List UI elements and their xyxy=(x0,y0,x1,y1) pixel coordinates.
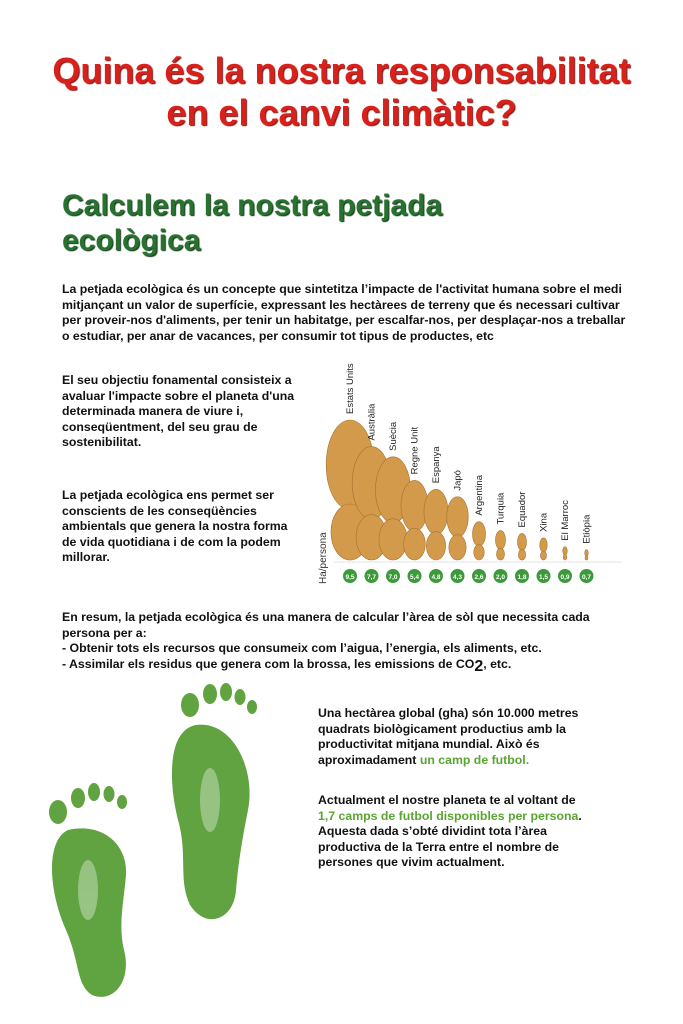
footprint-heel xyxy=(585,556,588,560)
value-label: 2,0 xyxy=(495,574,506,581)
planet-paragraph xyxy=(318,793,588,871)
summary-item-waste-text: - Assimilar els residus que genera com la brossa, les emissions de CO xyxy=(62,656,475,671)
category-label: Argentina xyxy=(474,475,485,516)
footprint-heel xyxy=(404,528,426,560)
category-label: Regne Unit xyxy=(409,426,421,475)
value-label: 1,5 xyxy=(538,574,549,581)
category-label: Xina xyxy=(538,512,550,532)
footprint-bar xyxy=(424,489,448,534)
footprint-heel xyxy=(563,555,567,560)
summary-intro: En resum, la petjada ecològica és una manera de calcular l’àrea de sòl que necessita cada persona per a: xyxy=(62,610,590,640)
page-title: Quina és la nostra responsabilitat en el canvi climàtic? xyxy=(52,50,631,133)
value-label: 4,8 xyxy=(431,574,441,581)
category-label: Japó xyxy=(452,470,464,491)
planet-text-end: . Aquesta dada s’obté dividint tota l’àrea productiva de la Terra entre el nombre de persones que vivim actualment. xyxy=(318,808,582,869)
footprint-bar xyxy=(447,497,469,538)
footprint-bar xyxy=(540,538,548,552)
consequences-paragraph: La petjada ecològica ens permet ser conscients de les conseqüències ambientals que genera la nostra forma de vida quotidiana i de com la podem millorar. xyxy=(62,488,288,564)
gha-paragraph xyxy=(318,706,608,768)
category-label: Etiòpia xyxy=(581,514,593,544)
co2-subscript: 2 xyxy=(474,657,484,675)
footprint-heel xyxy=(379,519,407,560)
value-label: 7,0 xyxy=(388,574,398,581)
footprint-bar xyxy=(585,550,589,557)
value-label: 0,9 xyxy=(560,574,570,581)
footprint-heel xyxy=(474,545,484,560)
footprint-bar xyxy=(401,480,428,531)
category-label: Equador xyxy=(517,491,528,528)
category-label: Estats Units xyxy=(345,363,356,414)
value-label: 5,4 xyxy=(409,574,420,581)
intro-paragraph: La petjada ecològica és un concepte que sintetitza l’impacte de l'activitat humana sobre el medi mitjançant un valor de superfície, expressant les hectàrees de terreny que és necessari cultivar per proveir-nos d'aliments, per tenir un habitatge, per escalfar-nos, per desplaçar-nos a treballar o estudiar, per anar de vacances, per consumir tot tipus de productes, etc xyxy=(62,282,626,343)
category-label: Austràlia xyxy=(366,403,378,441)
footprint-bar xyxy=(472,522,485,547)
gha-highlight: un camp de futbol. xyxy=(419,752,530,767)
value-label: 9,5 xyxy=(345,574,355,581)
summary-item-waste xyxy=(62,657,628,675)
footprint-bar xyxy=(563,547,568,555)
summary-item-waste-end: , etc. xyxy=(483,656,512,671)
page-subtitle: Calculem la nostra petjada ecològica xyxy=(62,189,443,257)
category-label: El Marroc xyxy=(560,500,571,541)
planet-text-start: Actualment el nostre planeta te al voltant de xyxy=(318,793,576,807)
footprint-bar xyxy=(495,531,505,550)
chart-ylabel: Ha/persona xyxy=(318,532,329,584)
value-label: 0,7 xyxy=(581,574,592,581)
footprint-heel xyxy=(426,532,445,560)
footprint-heel xyxy=(518,549,525,560)
gha-text: Una hectàrea global (gha) són 10.000 metres quadrats biològicament productius amb la productivitat mitjana mundial. Això és aproximadament xyxy=(318,706,579,767)
value-label: 4,3 xyxy=(452,574,463,581)
value-label: 7,7 xyxy=(366,574,377,581)
category-label: Turquia xyxy=(495,492,507,525)
green-footprints-icon xyxy=(28,680,278,1010)
value-label: 2,6 xyxy=(474,574,484,581)
value-label: 1,8 xyxy=(517,574,527,581)
summary-block xyxy=(62,610,628,674)
summary-item-resources: - Obtenir tots els recursos que consumeix com l’aigua, l’energia, els aliments, etc. xyxy=(62,641,542,655)
planet-highlight: 1,7 camps de futbol disponibles per persona xyxy=(318,808,579,823)
footprint-heel xyxy=(540,551,546,560)
footprint-bar xyxy=(517,533,526,550)
footprint-chart xyxy=(306,360,626,592)
footprint-heel xyxy=(496,548,504,560)
category-label: Suècia xyxy=(388,421,399,451)
objective-paragraph: El seu objectiu fonamental consisteix a avaluar l'impacte sobre el planeta d'una determinada manera de viure i, conseqüentment, del seu grau de sostenibilitat. xyxy=(62,373,295,449)
footprint-heel xyxy=(449,535,466,560)
category-label: Espanya xyxy=(431,446,442,484)
